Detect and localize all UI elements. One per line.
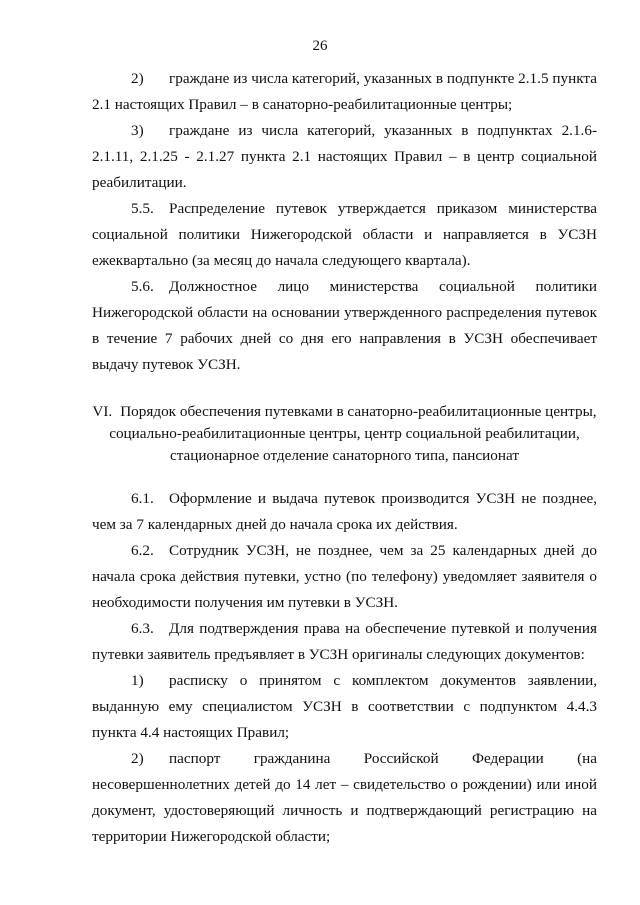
item-text: граждане из числа категорий, указанных в подпунктах 2.1.6-2.1.11, 2.1.25 - 2.1.27 пункта 2.1 настоящих Правил – в центр социальной реабилитации. — [92, 122, 597, 191]
item-number: 3) — [131, 122, 144, 139]
page-number: 26 — [312, 38, 328, 54]
clause-paragraph — [92, 616, 597, 668]
clause-paragraph — [92, 486, 597, 538]
clause-number: 6.2. — [131, 542, 154, 559]
list-item — [92, 66, 597, 118]
item-text: расписку о принятом с комплектом документов заявлении, выданную ему специалистом УСЗН в соответствии с подпунктом 4.4.3 пункта 4.4 настоящих Правил; — [92, 672, 597, 741]
clause-text: Сотрудник УСЗН, не позднее, чем за 25 календарных дней до начала срока действия путевки, устно (по телефону) уведомляет заявителя о необходимости получения им путевки в УСЗН. — [92, 542, 597, 611]
document-body — [92, 66, 597, 850]
clause-paragraph — [92, 538, 597, 616]
section-title: Порядок обеспечения путевками в санаторно-реабилитационные центры, социально-реабилитационные центры, центр социальной реабилитации, стационарное отделение санаторного типа, пансионат — [109, 403, 597, 464]
clause-text: Для подтверждения права на обеспечение путевкой и получения путевки заявитель предъявляет в УСЗН оригиналы следующих документов: — [92, 620, 597, 663]
item-number: 2) — [131, 750, 144, 767]
clause-text: Должностное лицо министерства социальной политики Нижегородской области на основании утвержденного распределения путевок в течение 7 рабочих дней со дня его направления в УСЗН обеспечивает выдачу путевок УСЗН. — [92, 278, 597, 373]
clause-number: 5.6. — [131, 278, 154, 295]
item-text: граждане из числа категорий, указанных в подпункте 2.1.5 пункта 2.1 настоящих Правил – в санаторно-реабилитационные центры; — [92, 70, 597, 113]
item-number: 2) — [131, 70, 144, 87]
section-number: VI. — [92, 403, 113, 420]
clause-paragraph — [92, 196, 597, 274]
clause-number: 6.1. — [131, 490, 154, 507]
list-item — [92, 668, 597, 746]
clause-number: 6.3. — [131, 620, 154, 637]
clause-text: Распределение путевок утверждается приказом министерства социальной политики Нижегородской области и направляется в УСЗН ежеквартально (за месяц до начала следующего квартала). — [92, 200, 597, 269]
list-item — [92, 746, 597, 850]
list-item — [92, 118, 597, 196]
item-text: паспорт гражданина Российской Федерации (на несовершеннолетних детей до 14 лет – свидетельство о рождении) или иной документ, удостоверяющий личность и подтверждающий регистрацию на территории Нижегородской области; — [92, 750, 597, 845]
clause-number: 5.5. — [131, 200, 154, 217]
clause-text: Оформление и выдача путевок производится УСЗН не позднее, чем за 7 календарных дней до начала срока их действия. — [92, 490, 597, 533]
item-number: 1) — [131, 672, 144, 689]
section-heading — [92, 401, 597, 467]
clause-paragraph — [92, 274, 597, 378]
